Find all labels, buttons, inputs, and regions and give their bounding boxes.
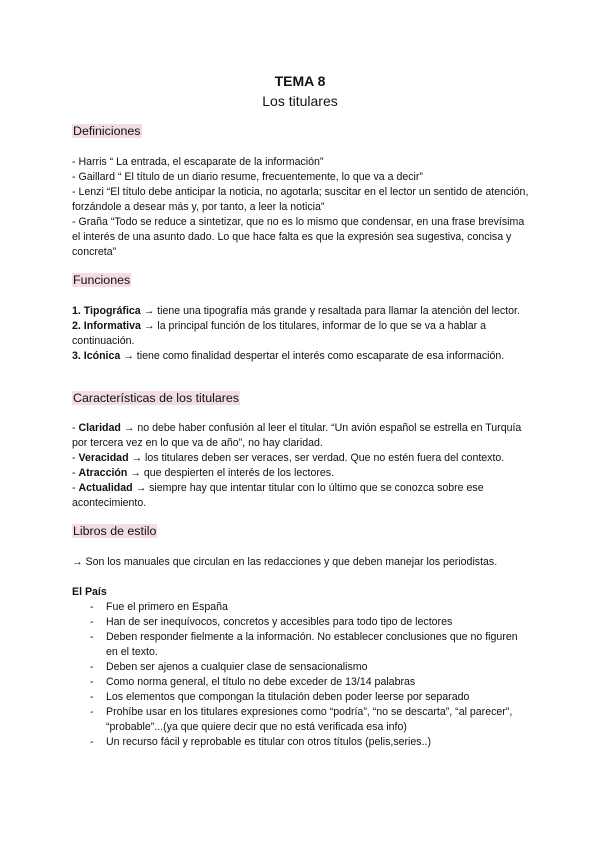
list-item [72,630,532,660]
list-item [72,675,532,690]
section-heading-funciones [72,273,131,287]
characteristic-text: → siempre hay que intentar titular con lo último que se conozca sobre ese acontecimiento. [72,482,484,509]
function-term: 1. Tipográfica [72,305,141,317]
list-dash: - [90,691,94,703]
elpais-title: El País [72,586,107,598]
list-item-text: Como norma general, el título no debe exceder de 13/14 palabras [106,676,416,688]
list-item-text: Han de ser inequívocos, concretos y accesibles para todo tipo de lectores [106,616,453,628]
characteristic-item [72,481,532,511]
characteristic-term: Claridad [78,422,121,434]
section-heading-label: Funciones [73,273,131,287]
list-dash: - [90,631,94,643]
section-heading-caracteristicas [72,391,240,405]
characteristic-prefix: - [72,422,79,434]
function-text: → la principal función de los titulares, informar de lo que se va a hablar a continuación. [72,320,486,347]
caracteristicas-list [72,421,532,511]
list-item [72,600,532,615]
characteristic-text: → los titulares deben ser veraces, ser verdad. Que no estén fuera del contexto. [128,452,505,464]
list-dash: - [90,616,94,628]
section-heading-label: Definiciones [73,124,141,138]
section-heading-label: Características de los titulares [73,391,239,405]
function-term: 3. Icónica [72,350,121,362]
elpais-list [72,600,532,750]
list-item-text: Fue el primero en España [106,601,228,613]
list-item-text: Deben responder fielmente a la información. No establecer conclusiones que no figuren en el texto. [106,631,518,658]
characteristic-prefix: - [72,467,79,479]
section-heading-definiciones [72,124,142,138]
list-dash: - [90,706,94,718]
function-term: 2. Informativa [72,320,141,332]
section-heading-label: Libros de estilo [73,524,157,538]
list-item [72,615,532,630]
definition-item: - Graña “Todo se reduce a sintetizar, que no es lo mismo que condensar, en una frase brevísima el interés de una asunto dado. Lo que hace falta es que la expresión sea sugestiva, concisa y concreta” [72,216,525,258]
funciones-list [72,304,532,364]
list-item [72,690,532,705]
characteristic-item [72,466,532,481]
list-item-text: Prohíbe usar en los titulares expresiones como “podría”, “no se descarta”, “al parecer”, “probable”...(ya que quiere decir que no está verificada esa info) [106,706,513,733]
function-item [72,349,532,364]
characteristic-text: → que despierten el interés de los lectores. [127,467,335,479]
elpais-heading [72,585,532,600]
list-item [72,735,532,750]
section-heading-libros [72,524,157,538]
definiciones-list [72,155,532,260]
function-text: → tiene una tipografía más grande y resaltada para llamar la atención del lector. [140,305,520,317]
page-title: TEMA 8 [274,73,326,89]
characteristic-text: → no debe haber confusión al leer el titular. “Un avión español se estrella en Turquía por tercera vez en lo que va de año”, no hay claridad. [72,422,522,449]
libros-intro: → Son los manuales que circulan en las redacciones y que deben manejar los periodistas. [72,556,498,568]
function-text: → tiene como finalidad despertar el interés como escaparate de esa información. [120,350,505,362]
page-subtitle: Los titulares [262,93,338,109]
list-item [72,705,532,735]
list-dash: - [90,676,94,688]
characteristic-prefix: - [72,452,79,464]
list-dash: - [90,661,94,673]
characteristic-term: Atracción [78,467,128,479]
list-item [72,660,532,675]
list-item-text: Los elementos que compongan la titulación deben poder leerse por separado [106,691,470,703]
definition-item: - Lenzi “El título debe anticipar la noticia, no agotarla; suscitar en el lector un sentido de atención, forzándole a desear más y, por tanto, a leer la noticia” [72,186,529,213]
characteristic-term: Veracidad [78,452,129,464]
definition-item: - Gaillard “ El título de un diario resume, frecuentemente, lo que va a decir” [72,171,423,183]
list-dash: - [90,736,94,748]
list-dash: - [90,601,94,613]
characteristic-item [72,421,532,451]
list-item-text: Un recurso fácil y reprobable es titular con otros títulos (pelis,series..) [106,736,432,748]
characteristic-term: Actualidad [78,482,133,494]
characteristic-item [72,451,532,466]
definition-item: - Harris “ La entrada, el escaparate de la información” [72,156,324,168]
function-item [72,319,532,349]
list-item-text: Deben ser ajenos a cualquier clase de sensacionalismo [106,661,368,673]
function-item [72,304,532,319]
characteristic-prefix: - [72,482,79,494]
